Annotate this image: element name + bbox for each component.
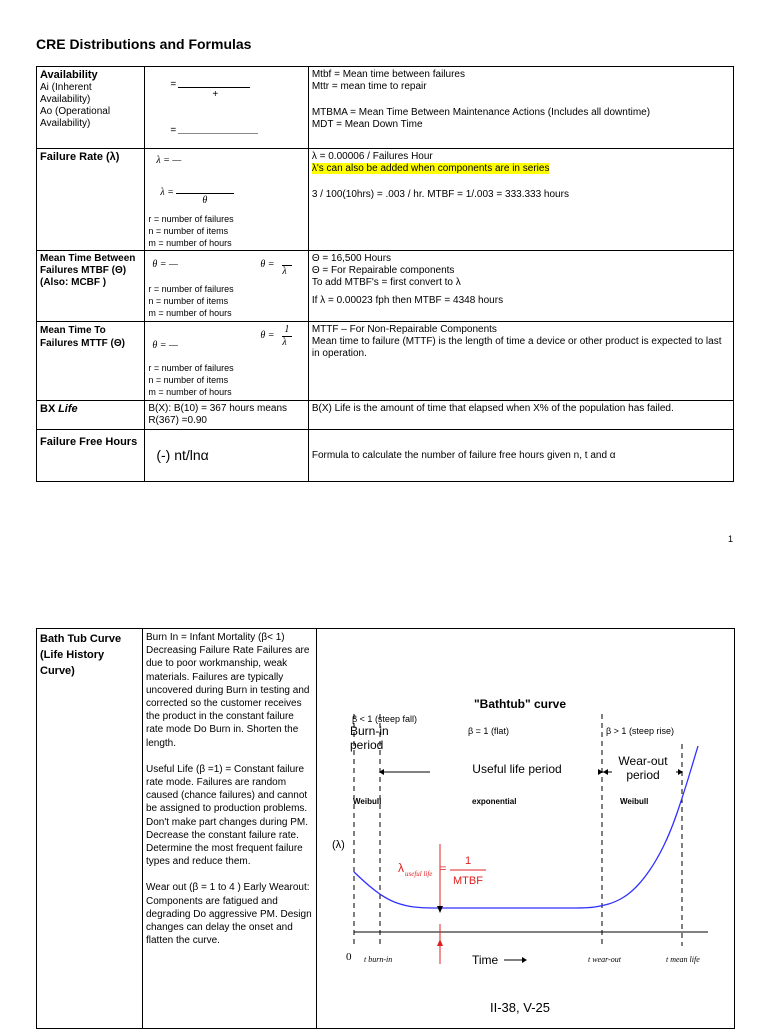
ffh-formula: (-) nt/lnα	[156, 447, 209, 463]
annotation-arrowhead-bottom	[437, 939, 443, 946]
region-name-wear-out: Wear-out period	[618, 754, 668, 782]
mtbf-desc-3: To add MTBF's = first convert to λ	[311, 277, 461, 288]
availability-row	[37, 67, 734, 149]
chart-title: "Bathtub" curve	[473, 697, 567, 711]
mttf-formula-2-den: λ	[282, 337, 287, 348]
mtbf-desc-1: Θ = 16,500 Hours	[311, 253, 392, 264]
annotation-lambda: λ	[398, 861, 404, 875]
bx-life-row	[37, 401, 734, 430]
availability-fraction-line-1	[178, 87, 250, 88]
region-beta-useful: β = 1 (flat)	[468, 726, 509, 736]
bathtub-text-useful-life: Useful Life (β =1) = Constant failure rate mode. Failures are random caused (chance failures) and cannot be assigned to production problems. Don't make part changes during PM. Decrease the constant failure rate. Determine the most frequent failure types and reduce them.	[146, 763, 308, 868]
ffh-desc: Formula to calculate the number of failure free hours given n, t and α	[311, 450, 616, 461]
mttf-var-r: r = number of failures	[148, 363, 234, 373]
xlabel-arrowhead	[522, 957, 527, 963]
failure-rate-desc-1: λ = 0.00006 / Failures Hour	[311, 151, 433, 162]
failure-rate-var-m: m = number of hours	[148, 238, 232, 248]
failure-rate-highlight: λ's can also be added when components are in series	[311, 163, 550, 174]
failure-free-hours-row	[37, 430, 734, 482]
availability-heading: Availability	[40, 69, 98, 81]
bx-desc: B(X) Life is the amount of time that elapsed when X% of the population has failed.	[311, 403, 674, 414]
failure-rate-formula-2-den: θ	[202, 195, 208, 206]
availability-desc-2: Mttr = mean time to repair	[311, 81, 427, 92]
mttf-desc-1: MTTF – For Non-Repairable Components	[311, 324, 497, 335]
chart-xlabel: Time	[472, 953, 499, 967]
bathtub-text-wear-out: Wear out (β = 1 to 4 ) Early Wearout: Components are fatigued and degrading Do aggressive PM. Design changes can delay the onset and flatten the curve.	[146, 882, 312, 947]
tick-mean-life: t mean life	[666, 955, 700, 964]
mtbf-var-r: r = number of failures	[148, 284, 234, 294]
region-beta-wear-out: β > 1 (steep rise)	[606, 726, 674, 736]
bx-heading-life: Life	[58, 403, 78, 415]
mtbf-var-n: n = number of items	[148, 296, 229, 306]
bathtub-heading: Bath Tub Curve (Life History Curve)	[40, 633, 122, 677]
bathtub-chart	[326, 684, 716, 974]
bx-mid-1: B(X): B(10) = 367 hours means	[148, 403, 288, 414]
failure-rate-heading: Failure Rate (λ)	[40, 151, 120, 163]
dist-wear-out: Weibull	[620, 797, 649, 806]
availability-eq1: =	[170, 79, 177, 90]
mtbf-formula-2: θ =	[260, 259, 275, 270]
mttf-row	[37, 322, 734, 401]
dist-useful: exponential	[472, 797, 517, 806]
availability-desc-1: Mtbf = Mean time between failures	[311, 69, 465, 80]
mttf-formula-1: θ = —	[152, 340, 178, 351]
availability-desc-4: MDT = Mean Down Time	[311, 119, 423, 130]
mttf-formula-2-num: 1	[284, 324, 290, 335]
failure-rate-row	[37, 149, 734, 251]
availability-ai: Ai (Inherent Availability)	[40, 82, 92, 105]
annotation-num: 1	[464, 855, 472, 867]
bx-mid-2: R(367) =0.90	[148, 415, 207, 426]
mttf-desc-2: Mean time to failure (MTTF) is the length of time a device or other product is expected to last in operation.	[311, 336, 722, 359]
region-name-useful: Useful life period	[430, 762, 604, 776]
mtbf-desc-4: If λ = 0.00023 fph then MTBF = 4348 hours	[311, 295, 504, 306]
tick-wear-out: t wear-out	[588, 955, 621, 964]
region-name-burn-in-wrap	[350, 724, 414, 760]
bathtub-text-burn-in: Burn In = Infant Mortality (β< 1) Decreasing Failure Rate Failures are due to poor workmanship, weak materials. Failures are typically uncovered during Burn in testing and corrected so the customer receives the product in the constant failure rate mode Do Burn in. Shorten the length.	[146, 632, 310, 749]
ffh-heading: Failure Free Hours	[40, 436, 138, 448]
availability-fraction-line-2	[178, 133, 258, 134]
failure-rate-fraction-line	[176, 193, 234, 194]
annotation-subscript: useful life	[405, 870, 433, 878]
failure-rate-var-n: n = number of items	[148, 226, 229, 236]
region-name-burn-in: Burn-in period	[350, 724, 389, 752]
mtbf-desc-2: Θ = For Repairable components	[311, 265, 455, 276]
mttf-formula-2: θ =	[260, 330, 275, 341]
dist-burn-in: Weibull	[353, 797, 382, 806]
mttf-var-m: m = number of hours	[148, 387, 232, 397]
page-title: CRE Distributions and Formulas	[36, 36, 252, 52]
bx-heading: BX	[40, 403, 56, 415]
annotation-den: MTBF	[453, 875, 483, 887]
failure-rate-var-r: r = number of failures	[148, 214, 234, 224]
availability-plus: +	[212, 89, 219, 100]
region-name-wear-out-wrap	[612, 754, 674, 788]
mtbf-formula-2-den: λ	[282, 266, 287, 277]
mttf-var-n: n = number of items	[148, 375, 229, 385]
annotation-eq: =	[440, 863, 447, 875]
mtbf-formula-1: θ = —	[152, 259, 178, 270]
annotation-arrowhead-top	[437, 906, 443, 913]
failure-rate-formula-1: λ = —	[156, 155, 182, 166]
reference: II-38, V-25	[490, 1000, 550, 1015]
availability-desc-3: MTBMA = Mean Time Between Maintenance Actions (Includes all downtime)	[311, 107, 651, 118]
mttf-heading: Mean Time To Failures MTTF (Θ)	[40, 325, 125, 349]
page-number: 1	[728, 534, 734, 544]
formulas-table	[36, 66, 734, 482]
failure-rate-formula-2: λ =	[160, 187, 174, 198]
tick-burn-in: t burn-in	[364, 955, 393, 964]
mtbf-row	[37, 251, 734, 322]
mtbf-heading: Mean Time Between Failures MTBF (Θ) (Also: MCBF )	[40, 253, 136, 288]
region-name-useful-wrap	[430, 762, 604, 780]
failure-rate-desc-3: 3 / 100(10hrs) = .003 / hr. MTBF = 1/.003 = 333.333 hours	[311, 189, 569, 200]
chart-origin: 0	[346, 951, 352, 963]
availability-ao: Ao (Operational Availability)	[40, 106, 111, 129]
availability-eq2: =	[170, 125, 177, 136]
chart-ylabel: (λ)	[332, 839, 345, 851]
mtbf-var-m: m = number of hours	[148, 308, 232, 318]
region-beta-burn-in: β < 1 (steep fall)	[352, 714, 417, 724]
